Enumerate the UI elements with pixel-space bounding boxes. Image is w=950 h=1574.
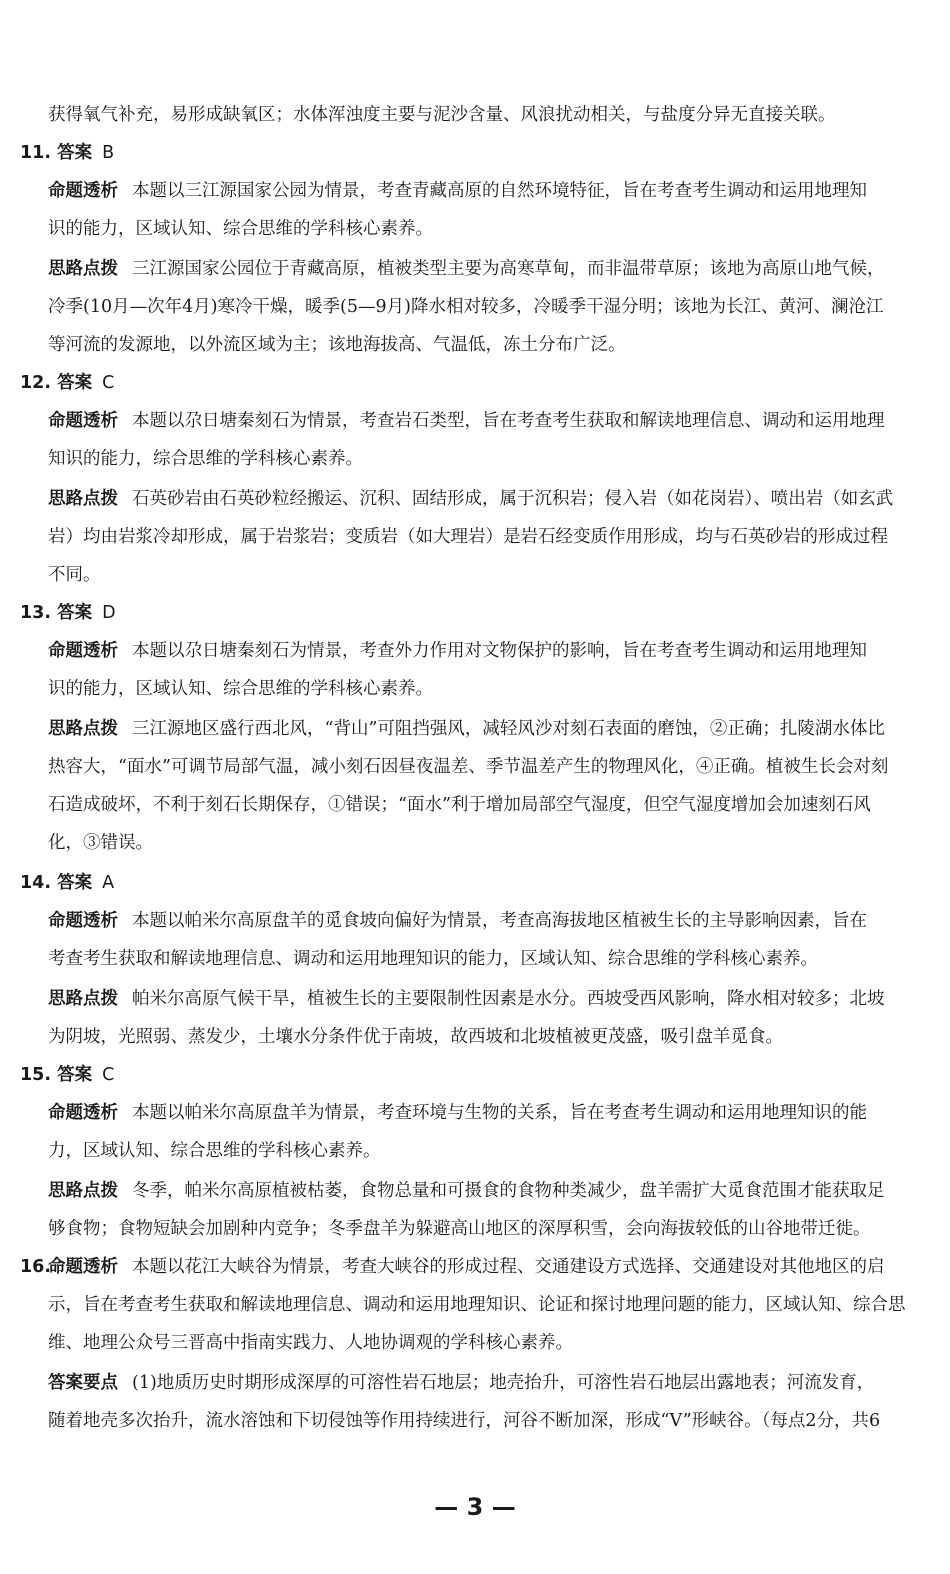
section-label: 命题透析 [48,641,118,661]
answer-value: A [102,873,115,893]
section-label: 命题透析 [48,911,118,931]
question-12-header [20,368,114,398]
text-line: 知识的能力，综合思维的学科核心素养。 [48,449,363,469]
question-number: 11. [20,143,52,163]
text-line: 随着地壳多次抬升，流水溶蚀和下切侵蚀等作用持续进行，河谷不断加深，形成“V”形峡谷。（每点2分，共6 [48,1411,881,1431]
text-line: 识的能力，区域认知、综合思维的学科核心素养。 [48,679,433,699]
section-label: 思路点拨 [48,489,118,509]
text-line [48,636,924,666]
text-line [48,1368,924,1398]
text-line: 热容大，“面水”可调节局部气温，减小刻石因昼夜温差、季节温差产生的物理风化，④正确。植被生长会对刻 [48,757,889,777]
section-label: 思路点拨 [48,1181,118,1201]
answer-value: C [102,373,115,393]
text-span: 石英砂岩由石英砂粒经搬运、沉积、固结形成，属于沉积岩；侵入岩（如花岗岩）、喷出岩（如玄武 [132,489,894,509]
text-line: 等河流的发源地，以外流区域为主；该地海拔高、气温低，冻土分布广泛。 [48,335,626,355]
question-number: 12. [20,373,52,393]
text-span: 本题以三江源国家公园为情景，考查青藏高原的自然环境特征，旨在考查考生调动和运用地理知 [132,181,867,201]
answer-label: 答案 [57,873,93,893]
section-label: 命题透析 [48,1257,118,1277]
text-span: (1)地质历史时期形成深厚的可溶性岩石地层；地壳抬升，可溶性岩石地层出露地表；河流发育， [132,1373,875,1393]
text-span: 本题以帕米尔高原盘羊的觅食坡向偏好为情景，考查高海拔地区植被生长的主导影响因素，旨在 [132,911,867,931]
answer-label: 答案 [57,603,93,623]
text-line: 获得氧气补充，易形成缺氧区；水体浑浊度主要与泥沙含量、风浪扰动相关，与盐度分异无直接关联。 [48,105,836,125]
text-line: 够食物；食物短缺会加剧种内竞争；冬季盘羊为躲避高山地区的深厚积雪，会向海拔较低的山谷地带迁徙。 [48,1219,871,1239]
question-15-header [20,1060,114,1090]
text-line: 不同。 [48,565,101,585]
text-span: 本题以尕日塘秦刻石为情景，考查外力作用对文物保护的影响，旨在考查考生调动和运用地理知 [132,641,867,661]
question-14-header [20,868,114,898]
text-line: 考查考生获取和解读地理信息、调动和运用地理知识的能力，区域认知、综合思维的学科核心素养。 [48,949,818,969]
text-line [48,714,924,744]
question-number: 14. [20,873,52,893]
text-span: 本题以帕米尔高原盘羊为情景，考查环境与生物的关系，旨在考查考生调动和运用地理知识的能 [132,1103,867,1123]
text-line: 岩）均由岩浆冷却形成，属于岩浆岩；变质岩（如大理岩）是岩石经变质作用形成，均与石英砂岩的形成过程 [48,527,888,547]
text-line [48,484,924,514]
text-line [48,1176,924,1206]
page-number: — 3 — [434,1493,516,1521]
section-label: 思路点拨 [48,719,118,739]
text-line [48,1098,924,1128]
answer-label: 答案 [57,373,93,393]
text-span: 冬季，帕米尔高原植被枯萎，食物总量和可摄食的食物种类减少，盘羊需扩大觅食范围才能获取足 [132,1181,885,1201]
answer-value: C [102,1065,115,1085]
answer-value: B [102,143,115,163]
text-line: 为阴坡，光照弱、蒸发少，土壤水分条件优于南坡，故西坡和北坡植被更茂盛，吸引盘羊觅食。 [48,1027,783,1047]
text-line [48,254,924,284]
text-span: 本题以尕日塘秦刻石为情景，考查岩石类型，旨在考查考生获取和解读地理信息、调动和运用地理 [132,411,885,431]
question-11-header [20,138,114,168]
text-line: 维、地理公众号三晋高中指南实践力、人地协调观的学科核心素养。 [48,1333,573,1353]
section-label: 命题透析 [48,181,118,201]
question-13-header [20,598,116,628]
section-label: 思路点拨 [48,259,118,279]
text-span: 三江源地区盛行西北风，“背山”可阻挡强风，减轻风沙对刻石表面的磨蚀，②正确；扎陵湖水体比 [132,719,885,739]
text-span: 三江源国家公园位于青藏高原，植被类型主要为高寒草甸，而非温带草原；该地为高原山地气候， [132,259,885,279]
section-label: 命题透析 [48,411,118,431]
answer-label: 答案 [57,143,93,163]
text-line [48,1252,924,1282]
text-line: 化，③错误。 [48,833,153,853]
text-line [48,984,924,1014]
text-span: 帕米尔高原气候干旱，植被生长的主要限制性因素是水分。西坡受西风影响，降水相对较多；北坡 [132,989,885,1009]
text-line: 识的能力，区域认知、综合思维的学科核心素养。 [48,219,433,239]
text-line [48,176,924,206]
question-number: 13. [20,603,52,623]
section-label: 答案要点 [48,1373,118,1393]
answer-label: 答案 [57,1065,93,1085]
section-label: 思路点拨 [48,989,118,1009]
text-line: 冷季(10月—次年4月)寒冷干燥，暖季(5—9月)降水相对较多，冷暖季干湿分明；该地为长江、黄河、澜沧江 [48,297,884,317]
text-line: 力，区域认知、综合思维的学科核心素养。 [48,1141,381,1161]
text-span: 本题以花江大峡谷为情景，考查大峡谷的形成过程、交通建设方式选择、交通建设对其他地区的启 [132,1257,885,1277]
text-line [48,906,924,936]
section-label: 命题透析 [48,1103,118,1123]
question-16-number: 16. [20,1257,52,1277]
answer-value: D [102,603,116,623]
text-line [48,406,924,436]
text-line: 石造成破坏，不利于刻石长期保存，①错误；“面水”利于增加局部空气湿度，但空气湿度增加会加速刻石风 [48,795,871,815]
question-number: 15. [20,1065,52,1085]
text-line: 示，旨在考查考生获取和解读地理信息、调动和运用地理知识、论证和探讨地理问题的能力，区域认知、综合思 [48,1295,906,1315]
